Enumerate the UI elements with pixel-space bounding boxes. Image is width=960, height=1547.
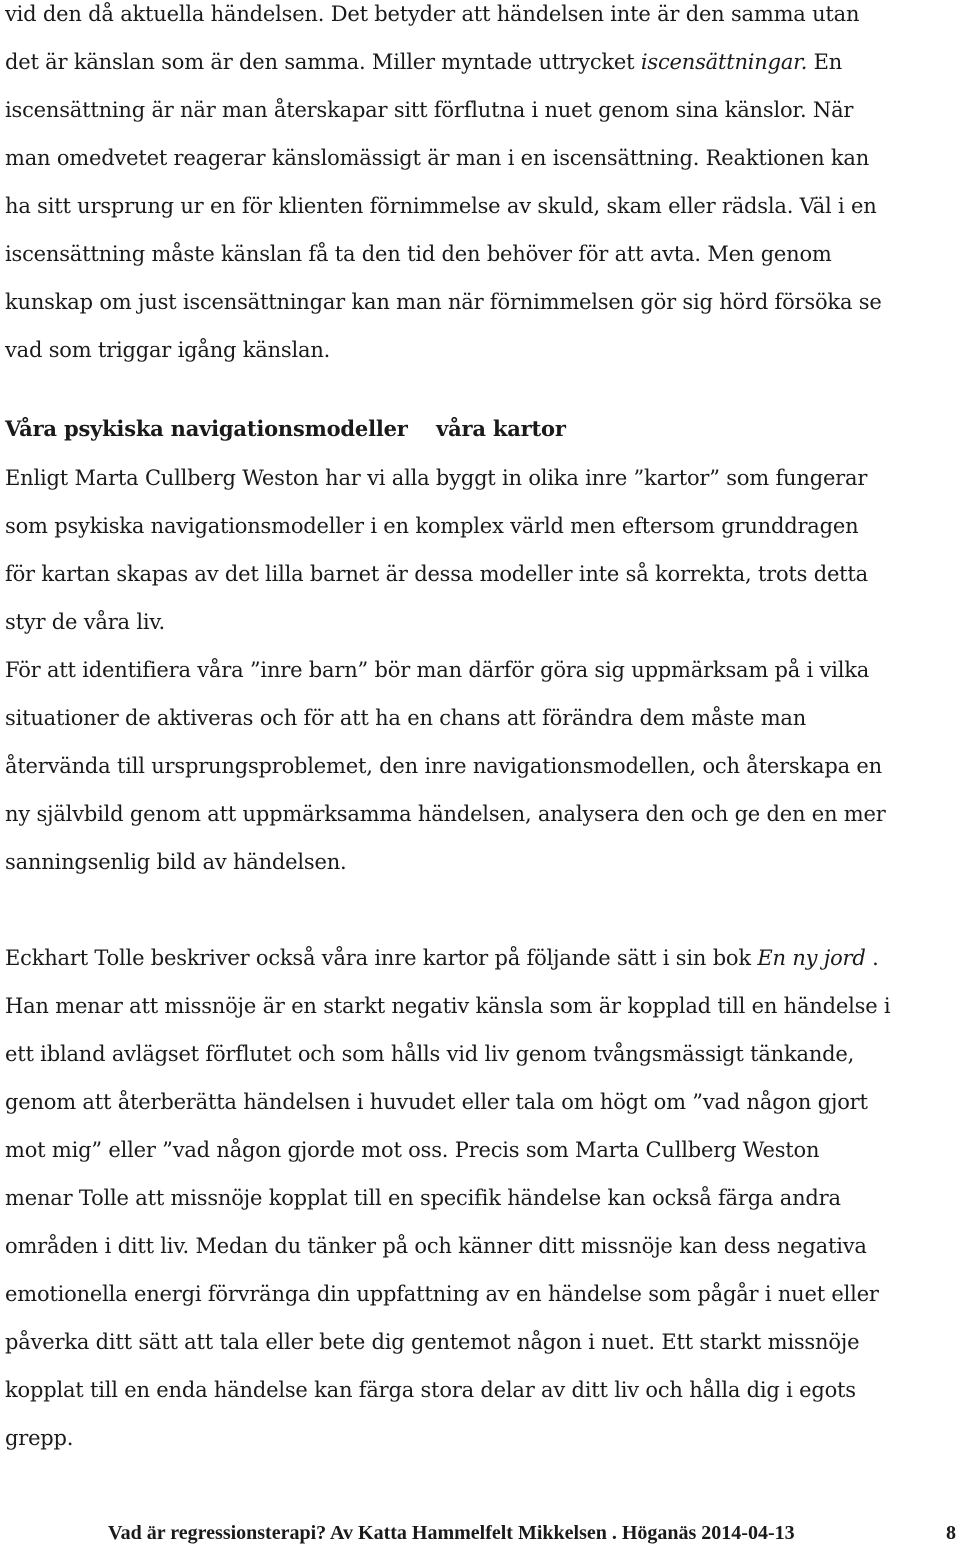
text-line: menar Tolle att missnöje kopplat till en specifik händelse kan också färga andra (5, 1186, 841, 1210)
text-line: styr de våra liv. (5, 610, 166, 634)
text-line: iscensättning är när man återskapar sitt förflutna i nuet genom sina känslor. När (5, 98, 854, 122)
text-line: områden i ditt liv. Medan du tänker på och känner ditt missnöje kan dess negativa (5, 1234, 867, 1258)
text-line: som psykiska navigationsmodeller i en komplex värld men eftersom grunddragen (5, 514, 859, 538)
text-line (5, 47, 842, 77)
text-line (5, 943, 879, 973)
text-line: ha sitt ursprung ur en för klienten förnimmelse av skuld, skam eller rädsla. Väl i en (5, 194, 877, 218)
text-line: kopplat till en enda händelse kan färga stora delar av ditt liv och hålla dig i egots (5, 1378, 856, 1402)
text-line: för kartan skapas av det lilla barnet är dessa modeller inte så korrekta, trots detta (5, 562, 868, 586)
text-line: genom att återberätta händelsen i huvudet eller tala om högt om ”vad någon gjort (5, 1090, 868, 1114)
text-line: vad som triggar igång känslan. (5, 338, 331, 362)
text-line: kunskap om just iscensättningar kan man när förnimmelsen gör sig hörd försöka se (5, 290, 882, 314)
book-title: En ny jord (757, 946, 866, 970)
text-line: grepp. (5, 1426, 74, 1450)
text-line: vid den då aktuella händelsen. Det betyder att händelsen inte är den samma utan (5, 2, 860, 26)
text-line: situationer de aktiveras och för att ha en chans att förändra dem måste man (5, 706, 807, 730)
text-span: det är känslan som är den samma. Miller myntade uttrycket (5, 50, 635, 74)
text-line: ett ibland avlägset förflutet och som hålls vid liv genom tvångsmässigt tänkande, (5, 1042, 855, 1066)
text-line: man omedvetet reagerar känslomässigt är man i en iscensättning. Reaktionen kan (5, 146, 870, 170)
page-footer: Vad är regressionsterapi? Av Katta Hammelfelt Mikkelsen . Höganäs 2014-04-13 (108, 1522, 795, 1544)
text-line: sanningsenlig bild av händelsen. (5, 850, 347, 874)
text-line: Enligt Marta Cullberg Weston har vi alla byggt in olika inre ”kartor” som fungerar (5, 466, 868, 490)
text-line: För att identifiera våra ”inre barn” bör man därför göra sig uppmärksam på i vilka (5, 658, 870, 682)
text-span: . (865, 946, 879, 970)
text-line: emotionella energi förvränga din uppfattning av en händelse som pågår i nuet eller (5, 1282, 879, 1306)
text-span: Eckhart Tolle beskriver också våra inre kartor på följande sätt i sin bok (5, 946, 751, 970)
text-line: iscensättning måste känslan få ta den tid den behöver för att avta. Men genom (5, 242, 832, 266)
page-number: 8 (946, 1522, 956, 1544)
text-line: Han menar att missnöje är en starkt negativ känsla som är kopplad till en händelse i (5, 994, 891, 1018)
text-line: ny självbild genom att uppmärksamma händelsen, analysera den och ge den en mer (5, 802, 886, 826)
section-heading: Våra psykiska navigationsmodeller våra kartor (5, 416, 566, 441)
text-line: återvända till ursprungsproblemet, den inre navigationsmodellen, och återskapa en (5, 754, 882, 778)
text-line: mot mig” eller ”vad någon gjorde mot oss. Precis som Marta Cullberg Weston (5, 1138, 820, 1162)
text-span: En (807, 50, 843, 74)
italic-term: iscensättningar. (640, 50, 808, 74)
text-line: påverka ditt sätt att tala eller bete dig gentemot någon i nuet. Ett starkt missnöje (5, 1330, 860, 1354)
